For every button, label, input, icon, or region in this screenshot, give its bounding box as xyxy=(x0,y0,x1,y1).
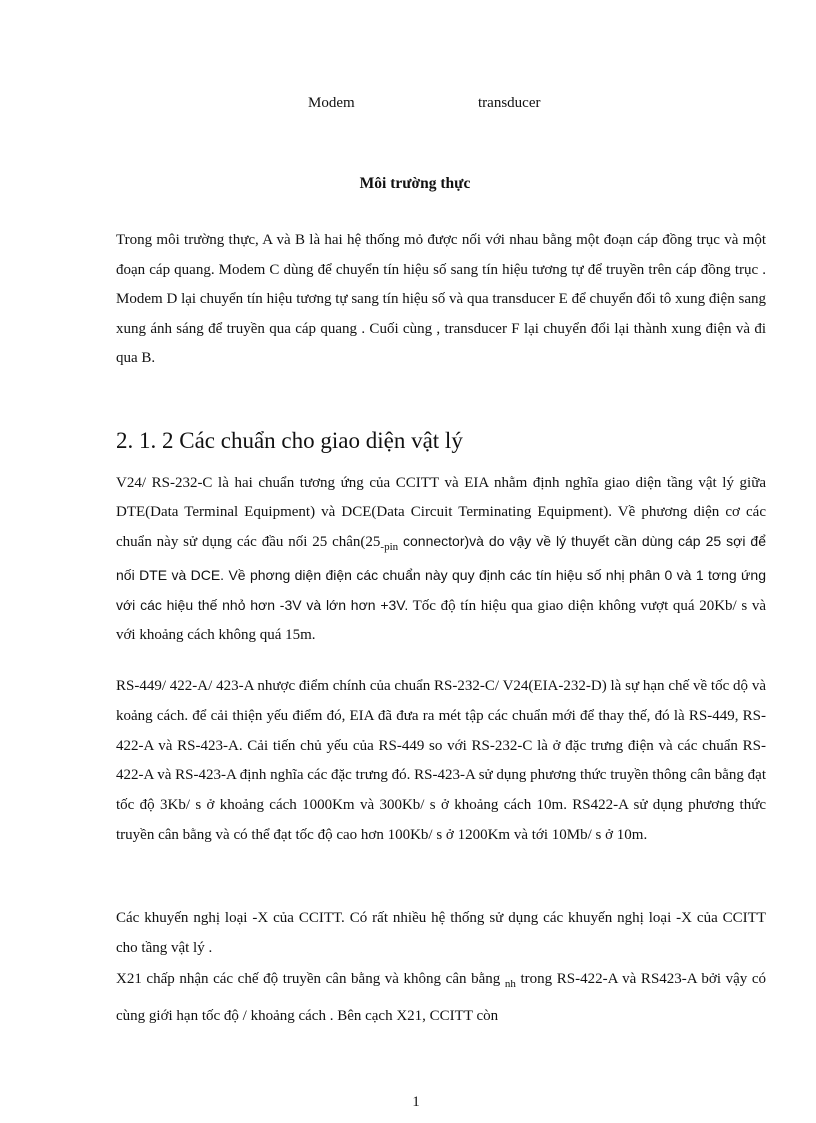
v24-text-part1: V24/ RS-232-C là hai chuẩn tương ứng của CCITT và EIA nhằm định nghĩa giao diện tầng vật lý giữa DTE(Data Terminal Equipment) và DCE(Data Circuit Terminating Equipment). Về phương diện cơ các chuẩn này sử dụng các đầu nối 25 chân(25 xyxy=(116,475,766,550)
nh-subscript: nh xyxy=(504,978,516,990)
transducer-label: transducer xyxy=(478,95,541,111)
x21-text-part2: trong RS-422-A và RS423-A bởi vậy có cùng giới hạn tốc độ / khoảng cách . Bên cạch X21, CCITT còn xyxy=(116,971,767,1024)
section-heading: 2. 1. 2 Các chuẩn cho giao diện vật lý xyxy=(116,428,463,453)
x21-paragraph xyxy=(116,964,766,1032)
v24-text-part2: connector)và do vậy về lý thuyết cần dùng cáp 25 sợi để nối DTE và DCE. Về phơng diện điện các chuẩn này quy định các tín hiệu số nhị phân 0 và 1 tơng ứng với các hiệu thế nhỏ hơn -3V và lớn hơn +3V. xyxy=(116,532,766,614)
pin-subscript: -pin xyxy=(380,540,399,553)
figure-labels xyxy=(0,95,816,115)
real-environment-title: Môi trường thực xyxy=(359,175,471,192)
modem-label: Modem xyxy=(308,95,355,111)
x21-text-part1: X21 chấp nhận các chế độ truyền cân bằng và không cân bằng xyxy=(116,971,501,987)
v24-text-part3: Tốc độ tín hiệu qua giao diện không vượt quá 20Kb/ s và với khoảng cách không quá 15m. xyxy=(116,598,766,643)
x-recommendations-paragraph: Các khuyến nghị loại -X của CCITT. Có rất nhiều hệ thống sử dụng các khuyến nghị loại -X của CCITT cho tầng vật lý . xyxy=(116,910,766,956)
page-number: 1 xyxy=(412,1094,420,1110)
real-environment-paragraph: Trong môi trường thực, A và B là hai hệ thống mỏ được nối với nhau bằng một đoạn cáp đồng trục và một đoạn cáp quang. Modem C dùng để chuyển tín hiệu số sang tín hiệu tương tự để truyền trên cáp đồng trục . Modem D lại chuyển tín hiệu tương tự sang tín hiệu số và qua transducer E để chuyển đổi tô xung điện sang xung ánh sáng để truyền qua cáp quang . Cuối cùng , transducer F lại chuyển đổi lại thành xung điện và đi qua B. xyxy=(116,232,766,367)
rs449-paragraph: RS-449/ 422-A/ 423-A nhược điểm chính của chuẩn RS-232-C/ V24(EIA-232-D) là sự hạn chế về tốc dộ và koảng cách. để cải thiện yếu điểm đó, EIA đã đưa ra mét tập các chuẩn mới để thay thế, đó là RS-449, RS-422-A và RS-423-A. Cải tiến chủ yếu của RS-449 so với RS-232-C là ở đặc trưng điện và các chuẩn RS-422-A và RS-423-A định nghĩa các đặc trưng đó. RS-423-A sử dụng phương thức truyền thông cân bằng đạt tốc độ 3Kb/ s ở khoảng cách 1000Km và 300Kb/ s ở khoảng cách 10m. RS422-A sử dụng phương thức truyền cân bằng và có thể đạt tốc độ cao hơn 100Kb/ s ở 1200Km và tới 10Mb/ s ở 10m. xyxy=(116,678,766,843)
v24-paragraph xyxy=(116,469,766,650)
